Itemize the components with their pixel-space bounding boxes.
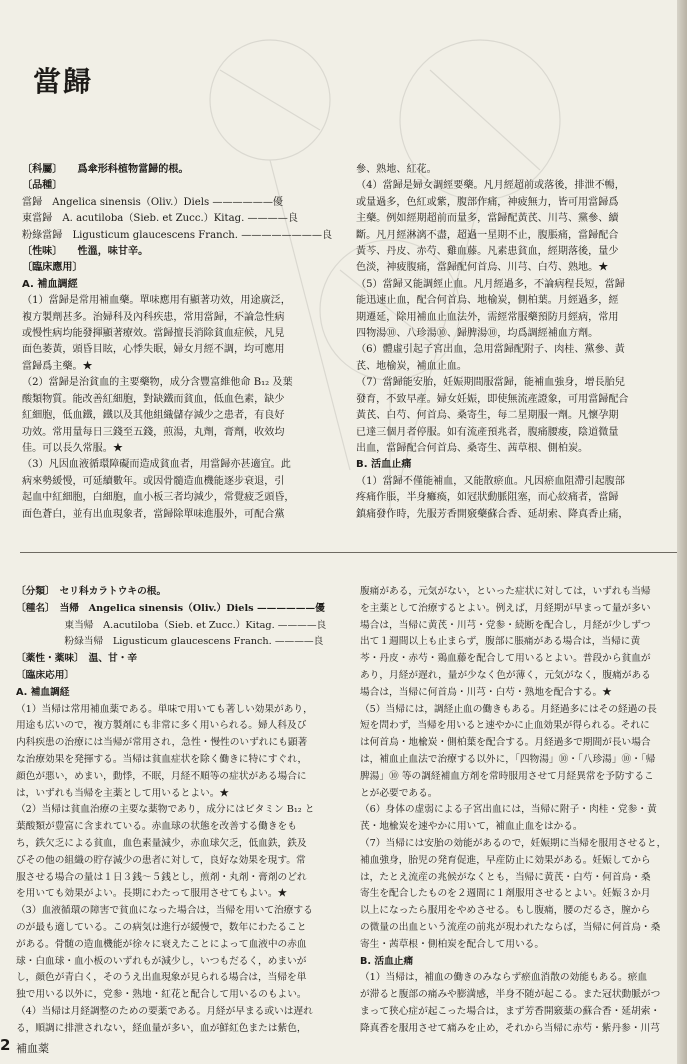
section-divider <box>20 552 680 553</box>
text-line: （7）当帰には安胎の効能があるので，妊娠期に当帰を服用させると， <box>360 837 667 849</box>
text-line: 當歸爲主藥。★ <box>22 360 93 372</box>
text-line: 〔品種〕 <box>22 180 63 192</box>
text-line: がある。骨髄の造血機能が徐々に衰えたことによって血液中の赤血 <box>16 938 307 950</box>
text-line: を用いても効果がよい。長期にわたって服用させてもよい。★ <box>16 888 288 900</box>
text-line: （5）當歸又能調經止血。凡月經過多，不論病程長短，當歸 <box>356 278 625 290</box>
chinese-column-right <box>356 162 678 523</box>
chinese-column-left <box>22 162 348 523</box>
text-line: 芪・地楡炭を速やかに用いて，補血止血をはかる。 <box>360 821 583 833</box>
text-line: 酸類物質。能改善紅細胞，對缺鐵而貧血，低血色素，缺少 <box>22 393 285 405</box>
text-line: （2）当帰は貧血治療の主要な薬物であり，成分にはビタミン B₁₂ と <box>16 804 315 816</box>
text-line: びその他の組織の貯存減少の患者に対して，良好な効果を現す。常 <box>16 854 306 866</box>
text-line: 腹痛がある，元気がない，といった症状に対しては，いずれも当帰 <box>360 586 651 597</box>
text-line: 疼痛作脹，半身癱瘓，如冠狀動脈阻塞，而心絞痛者，當歸 <box>356 492 619 504</box>
page-number: 2 <box>0 1036 11 1054</box>
text-line: 粉緑当帰 Ligusticum glaucescens Franch. ————良 <box>16 636 324 648</box>
text-line: 用途も広いので，複方製剤にも非常に多く用いられる。婦人科及び <box>16 720 307 732</box>
text-line: 〔臨床応用〕 <box>16 669 75 681</box>
text-line: 斷。凡月經淋漓不盡，超過一星期不止，腹脹痛，當歸配合 <box>356 229 619 241</box>
text-line: 顔色が悪い，めまい，動悸，不眠，月経不順等の症状がある場合に <box>16 770 307 782</box>
text-line: （6）體虛引起子宮出血，急用當歸配附子、肉桂、黨參、黃 <box>356 344 625 356</box>
text-line: る，順調に排泄されない，経血量が多い，血が鮮紅色または紫色， <box>16 1022 307 1034</box>
text-line: 佳。可以長久常服。★ <box>22 442 123 454</box>
japanese-column-left <box>16 584 350 1038</box>
text-line: が滞ると腹部の痛みや膨満感，半身不随が起こる。また冠状動脈がつ <box>360 989 661 1001</box>
text-line: （1）當歸是常用補血藥。單味應用有顯著功效，用途廣泛， <box>22 295 291 307</box>
text-line: （2）當歸是治貧血的主要藥物，成分含豐富維他命 B₁₂ 及葉 <box>22 377 293 389</box>
text-line: を主薬として治療するとよい。例えば，月経期が早まって量が多い <box>360 602 651 614</box>
text-line: A. 補血調経 <box>16 686 70 698</box>
text-line: 當歸 Angelica sinensis（Oliv.）Diels ——————優 <box>22 196 284 208</box>
text-line: 芩・丹皮・赤芍・鶏血藤を配合して用いるとよい。普段から貧血が <box>360 653 651 665</box>
text-line: 出血，當歸配合何首烏、桑寄生、茜草根、側柏炭。 <box>356 442 589 454</box>
text-line: まって狭心症が起こった場合は，まず芳香開竅薬の蘇合香・延胡索・ <box>360 1005 661 1017</box>
text-line: 脾湯」⑩ 等の調経補血方剤を常時服用させて月経異常を予防するこ <box>360 770 654 782</box>
text-line: 補血強身，胎児の発育促進，早産防止に効果がある。妊娠してから <box>360 854 651 866</box>
text-line: 球・白血球・血小板のいずれもが減少し，いつもだるく，めまいが <box>16 955 307 967</box>
text-line: あり，月経が遅れ，量が少なく色が薄く，元気がなく，腹痛がある <box>360 669 651 681</box>
text-line: 或量過多，色紅或紫，腹部作痛，神疲無力，皆可用當歸爲 <box>356 196 619 208</box>
page-title: 當歸 <box>33 65 94 98</box>
running-footer: 補血薬 <box>16 1042 49 1055</box>
text-line: （6）身体の虚弱による子宮出血には，当帰に附子・肉桂・党参・黄 <box>360 804 657 816</box>
text-line: （1）当帰は常用補血薬である。単味で用いても著しい効果があり， <box>16 703 313 715</box>
text-line: （1）當歸不僅能補血，又能散瘀血。凡因瘀血阻滯引起腹部 <box>356 475 625 487</box>
text-line: 東当帰 A.acutiloba（Sieb. et Zucc.）Kitag. ————良 <box>16 619 327 631</box>
text-line: 場合は，当帰に黄芪・川芎・党参・続断を配合し，月経が少しずつ <box>360 619 651 631</box>
text-line: 寄生・茜草根・側柏炭を配合して用いる。 <box>360 938 545 950</box>
text-line: 功效。常用量每日三錢至五錢，煎湯，丸劑，膏劑，收效均 <box>22 426 285 438</box>
text-line: （1）当帰は，補血の働きのみならず瘀血消散の効能もある。瘀血 <box>360 972 648 984</box>
text-line: は，いずれも当帰を主薬として用いるとよい。★ <box>16 787 230 799</box>
text-line: （4）當歸是婦女調經要藥。凡月經超前或落後，排泄不暢， <box>356 180 625 192</box>
text-line: 出て１週間以上も止まらず，腹部に脹痛がある場合は，当帰に黄 <box>360 636 641 648</box>
text-line: 黃芪、白芍、何首烏、桑寄生，每二星期服一劑。凡懷孕期 <box>356 410 619 422</box>
text-line: （3）血液循環の障害で貧血になった場合は，当帰を用いて治療する <box>16 905 313 917</box>
text-line: 發育，不致早產。婦女妊娠，即使無流產證象，可用當歸配合 <box>356 393 629 405</box>
text-line: 〔種名〕 当帰 Angelica sinensis（Oliv.）Diels ——————優 <box>16 602 325 614</box>
text-line: 色淡，神疲腹痛，當歸配何首烏、川芎、白芍、熟地。★ <box>356 262 609 274</box>
text-line: 粉綠當歸 Ligusticum glaucescens Franch. ————————良 <box>22 229 333 241</box>
text-line: 鎮痛發作時，先服芳香開竅藥蘇合香、延胡索、降真香止痛， <box>356 508 629 520</box>
text-line: のが最も適している。この病気は進行が緩慢で，数年にわたること <box>16 921 307 933</box>
text-line: B. 活血止痛 <box>356 459 412 471</box>
text-line: 東當歸 A. acutiloba（Sieb. et Zucc.）Kitag. ————良 <box>22 213 298 225</box>
text-line: は，たとえ流産の兆候がなくとも，当帰に黄芪・白芍・何首烏・桑 <box>360 871 651 883</box>
text-line: 場合は，当帰に何首烏・川芎・白芍・熟地を配合する。★ <box>360 686 612 698</box>
text-line: 寄生を配合したものを２週間に１剤服用させるとよい。妊娠３か月 <box>360 888 651 900</box>
text-line: 〔性味〕 性溫，味甘辛。 <box>22 246 149 258</box>
text-line: 複方製劑甚多。治婦科及內科疾患，常用當歸，不論急性病 <box>22 311 285 323</box>
text-line: 葉酸類が豊富に含まれている。赤血球の状態を改善する働きをも <box>16 821 297 833</box>
text-line: 或慢性病均能發揮顯著療效。當歸擅長消除貧血症候，凡見 <box>22 328 285 340</box>
text-line: は，補血止血法で治療する以外に，「四物湯」⑩・「八珍湯」⑩・「帰 <box>360 753 656 765</box>
text-line: 面色萎黃，頭昏目眩，心悸失眠，婦女月經不調，均可應用 <box>22 344 285 356</box>
text-line: （5）当帰には，調経止血の働きもある。月経過多にはその経過の長 <box>360 703 657 715</box>
japanese-column-right <box>360 584 680 1038</box>
text-line: （4）当帰は月経調整のための要薬である。月経が早まる或いは遅れ <box>16 1005 313 1017</box>
page-edge-shadow <box>677 0 687 1064</box>
text-line: 〔薬性・薬味〕 温、甘・辛 <box>16 653 138 665</box>
text-line: 面色蒼白，並有出血現象者，當歸除單味進服外，可配合黨 <box>22 508 285 520</box>
text-line: ち，鉄欠乏による貧血，血色素量減少，赤血球欠乏，低血鉄，鉄及 <box>16 837 307 849</box>
text-line: 内科疾患の治療には当帰が常用され，急性・慢性のいずれにも顕著 <box>16 737 308 749</box>
text-line: 已達三個月者停服。如有流產預兆者，腹痛腰痠，陰道微量 <box>356 426 619 438</box>
text-line: 〔臨床應用〕 <box>22 262 83 274</box>
text-line: 紅細胞，低血鐵，鐵以及其他組織儲存減少之患者，有良好 <box>22 410 285 422</box>
text-line: A. 補血調經 <box>22 278 78 290</box>
text-line: 四物湯⑩、八珍湯⑩、歸脾湯⑩，均爲調經補血方劑。 <box>356 328 599 340</box>
text-line: 以上になったら服用をやめさせる。もし腹痛，腰のだるさ，膣から <box>360 905 651 917</box>
text-line: な治療効果を発揮する。当帰は貧血症状を除く働きに特にすぐれ， <box>16 753 308 765</box>
text-line: 黃芩、丹皮、赤芍、雞血藤。凡素患貧血，經期落後，量少 <box>356 246 619 258</box>
text-line: 起血中紅細胞，白細胞，血小板三者均減少，常覺疲乏頭昏， <box>22 492 295 504</box>
text-line: 〔分類〕 セリ科カラトウキの根。 <box>16 586 167 597</box>
text-line: 芪、地榆炭，補血止血。 <box>356 360 468 372</box>
text-line: 病來勢緩慢，可延續數年。或因骨髓造血機能逐步衰退，引 <box>22 475 285 487</box>
text-line: 期遷延，除用補血止血法外，需經常服藥預防月經病，常用 <box>356 311 619 323</box>
text-line: とが必要である。 <box>360 787 438 799</box>
text-line: 降真香を服用させて痛みを止め，それから当帰に赤芍・紫丹参・川芎 <box>360 1022 660 1034</box>
text-line: 独で用いる以外に，党参・熟地・紅花と配合して用いるのもよい。 <box>16 989 307 1001</box>
text-line: 〔科屬〕 爲傘形科植物當歸的根。 <box>22 164 189 175</box>
text-line: 服させる場合の量は１日３銭〜５銭とし，煎剤・丸剤・膏剤のどれ <box>16 871 307 883</box>
text-line: （7）當歸能安胎，妊娠期間服當歸，能補血強身，增長胎兒 <box>356 377 625 389</box>
text-line: 短を問わず，当帰を用いると速やかに止血効果が得られる。それに <box>360 720 650 732</box>
text-line: の微量の出血という流産の前兆が現われたならば，当帰に何首烏・桑 <box>360 921 661 933</box>
text-line: 參、熟地、紅花。 <box>356 164 437 175</box>
text-line: （3）凡因血液循環障礙而造成貧血者，用當歸亦甚適宜。此 <box>22 459 291 471</box>
text-line: 能迅速止血，配合何首烏、地榆炭，側柏葉。月經過多，經 <box>356 295 619 307</box>
text-line: し，顔色が青白く，そのうえ出血現象が見られる場合は，当帰を単 <box>16 972 307 984</box>
text-line: B. 活血止痛 <box>360 955 414 967</box>
text-line: は何首烏・地楡炭・側柏葉を配合する。月経過多で期間が長い場合 <box>360 737 651 749</box>
text-line: 主藥。例如經期超前而量多，當歸配黃芪、川芎、黨參、續 <box>356 213 619 225</box>
